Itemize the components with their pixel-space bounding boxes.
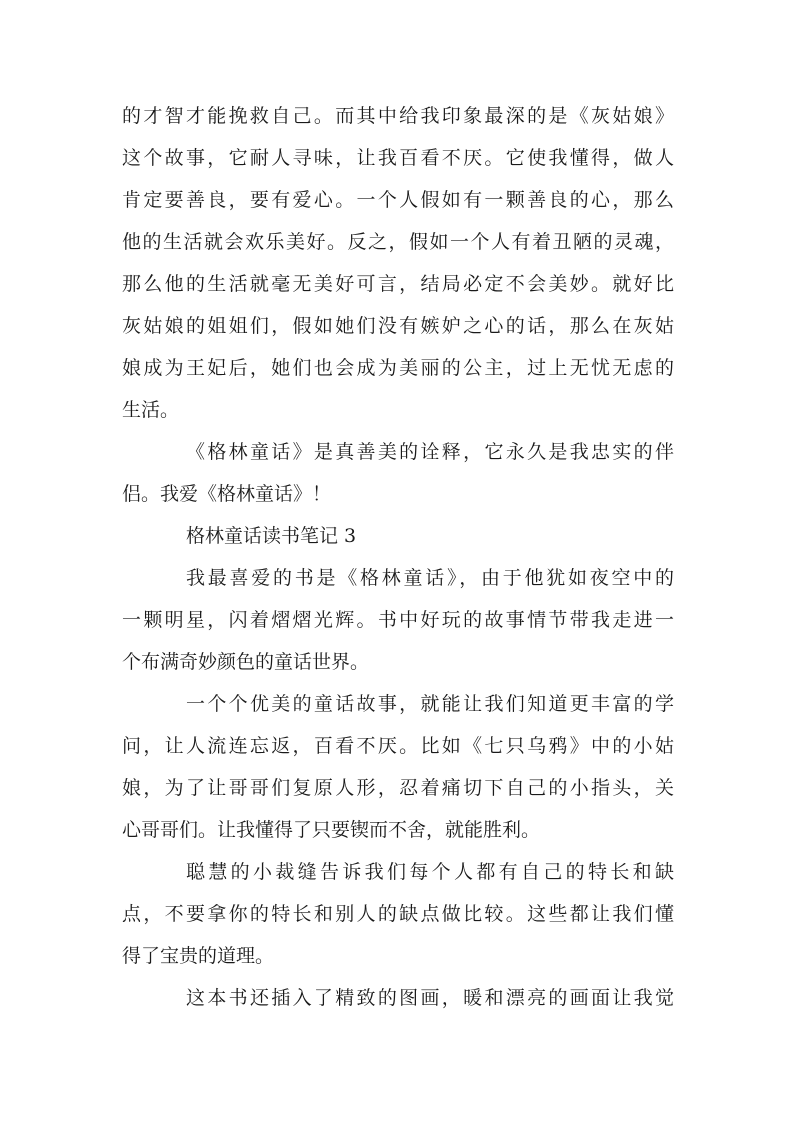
text-line: 我最喜爱的书是《格林童话》，由于他犹如夜空中的 xyxy=(186,567,674,589)
text-line: 娘，为了让哥哥们复原人形，忍着痛切下自己的小指头，关 xyxy=(122,777,674,799)
text-line: 侣。我爱《格林童话》！ xyxy=(122,483,332,505)
text-line: 的才智才能挽救自己。而其中给我印象最深的是《灰姑娘》 xyxy=(122,105,674,127)
text-line: 《格林童话》是真善美的诠释，它永久是我忠实的伴 xyxy=(186,441,674,463)
text-line: 他的生活就会欢乐美好。反之，假如一个人有着丑陋的灵魂， xyxy=(122,231,674,253)
text-line: 生活。 xyxy=(122,399,180,421)
text-line: 一颗明星，闪着熠熠光辉。书中好玩的故事情节带我走进一 xyxy=(122,609,674,631)
text-line: 这个故事，它耐人寻味，让我百看不厌。它使我懂得，做人 xyxy=(122,147,674,169)
text-line: 娘成为王妃后，她们也会成为美丽的公主，过上无忧无虑的 xyxy=(122,357,674,379)
text-line: 一个个优美的童话故事，就能让我们知道更丰富的学 xyxy=(186,693,674,715)
text-line: 肯定要善良，要有爱心。一个人假如有一颗善良的心，那么 xyxy=(122,189,674,211)
text-line: 这本书还插入了精致的图画，暖和漂亮的画面让我觉 xyxy=(186,987,674,1009)
text-line: 问，让人流连忘返，百看不厌。比如《七只乌鸦》中的小姑 xyxy=(122,735,674,757)
text-line: 得了宝贵的道理。 xyxy=(122,945,275,967)
text-line: 聪慧的小裁缝告诉我们每个人都有自己的特长和缺 xyxy=(186,861,674,883)
text-line: 点，不要拿你的特长和别人的缺点做比较。这些都让我们懂 xyxy=(122,903,674,925)
text-line: 那么他的生活就毫无美好可言，结局必定不会美妙。就好比 xyxy=(122,273,674,295)
text-line: 灰姑娘的姐姐们，假如她们没有嫉妒之心的话，那么在灰姑 xyxy=(122,315,674,337)
section-heading: 格林童话读书笔记 3 xyxy=(186,525,357,547)
text-line: 个布满奇妙颜色的童话世界。 xyxy=(122,651,370,673)
text-line: 心哥哥们。让我懂得了只要锲而不舍，就能胜利。 xyxy=(122,819,541,841)
